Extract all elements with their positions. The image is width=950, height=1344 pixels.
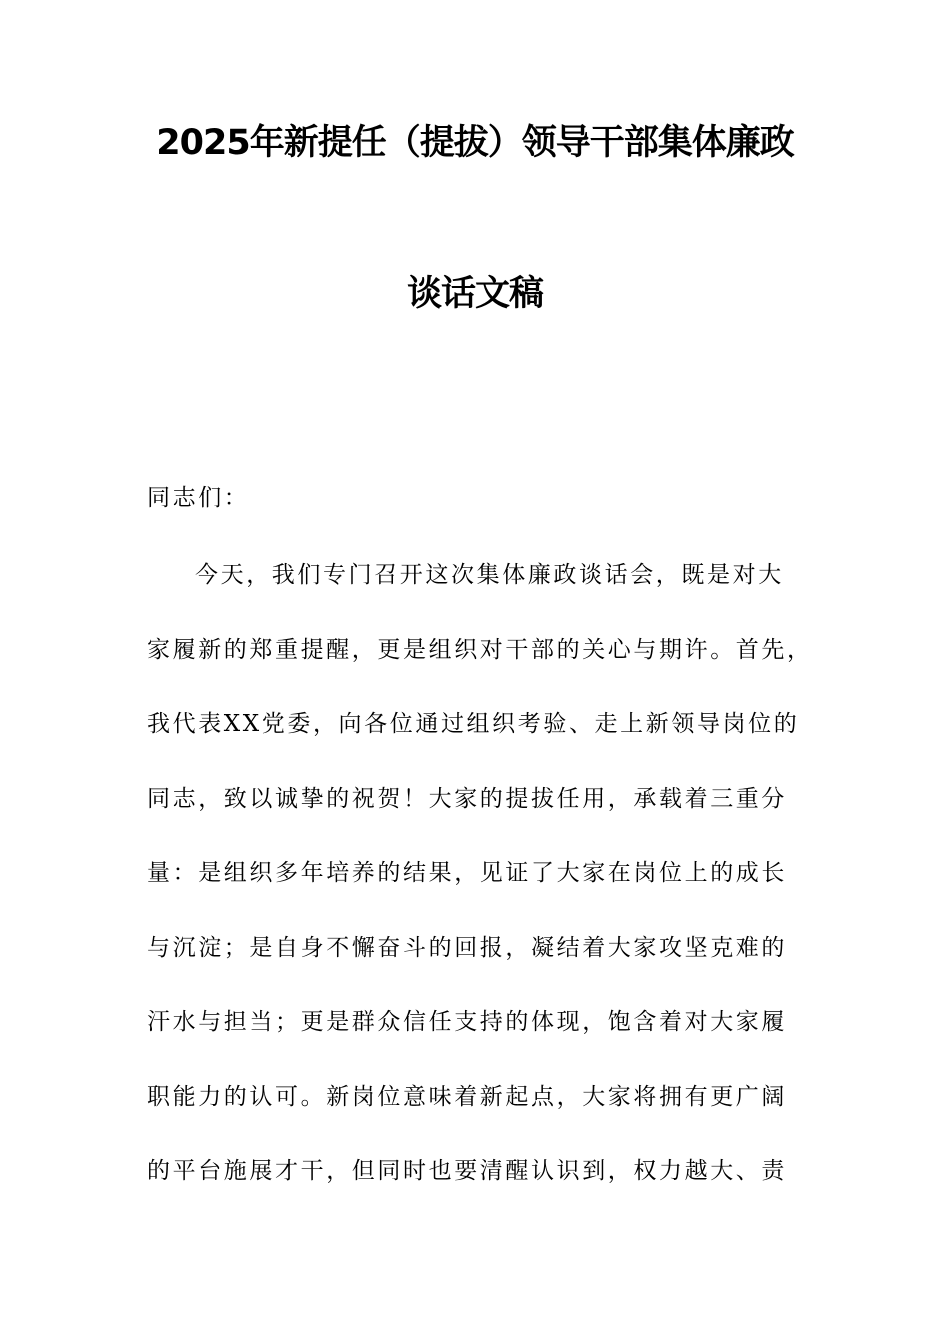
document-title-line-2: 谈话文稿 — [406, 274, 543, 314]
paragraph-line: 今天，我们专门召开这次集体廉政谈话会，既是对大 — [195, 562, 784, 588]
paragraph-line: 汗水与担当；更是群众信任支持的体现，饱含着对大家履 — [147, 1009, 787, 1035]
salutation: 同志们： — [147, 485, 250, 511]
document-title-line-1: 2025年新提任（提拔）领导干部集体廉政 — [156, 123, 794, 163]
paragraph-line: 的平台施展才干，但同时也要清醒认识到，权力越大、责 — [147, 1158, 787, 1184]
paragraph-line: 量：是组织多年培养的结果，见证了大家在岗位上的成长 — [147, 860, 787, 886]
paragraph-line: 家履新的郑重提醒，更是组织对干部的关心与期许。首先， — [147, 637, 813, 663]
body-paragraph — [147, 560, 813, 1200]
paragraph-line: 与沉淀；是自身不懈奋斗的回报，凝结着大家攻坚克难的 — [147, 935, 787, 961]
paragraph-line: 我代表XX党委，向各位通过组织考验、走上新领导岗位的 — [147, 711, 800, 737]
paragraph-line: 职能力的认可。新岗位意味着新起点，大家将拥有更广阔 — [147, 1084, 787, 1110]
paragraph-line: 同志，致以诚挚的祝贺！大家的提拔任用，承载着三重分 — [147, 786, 787, 812]
